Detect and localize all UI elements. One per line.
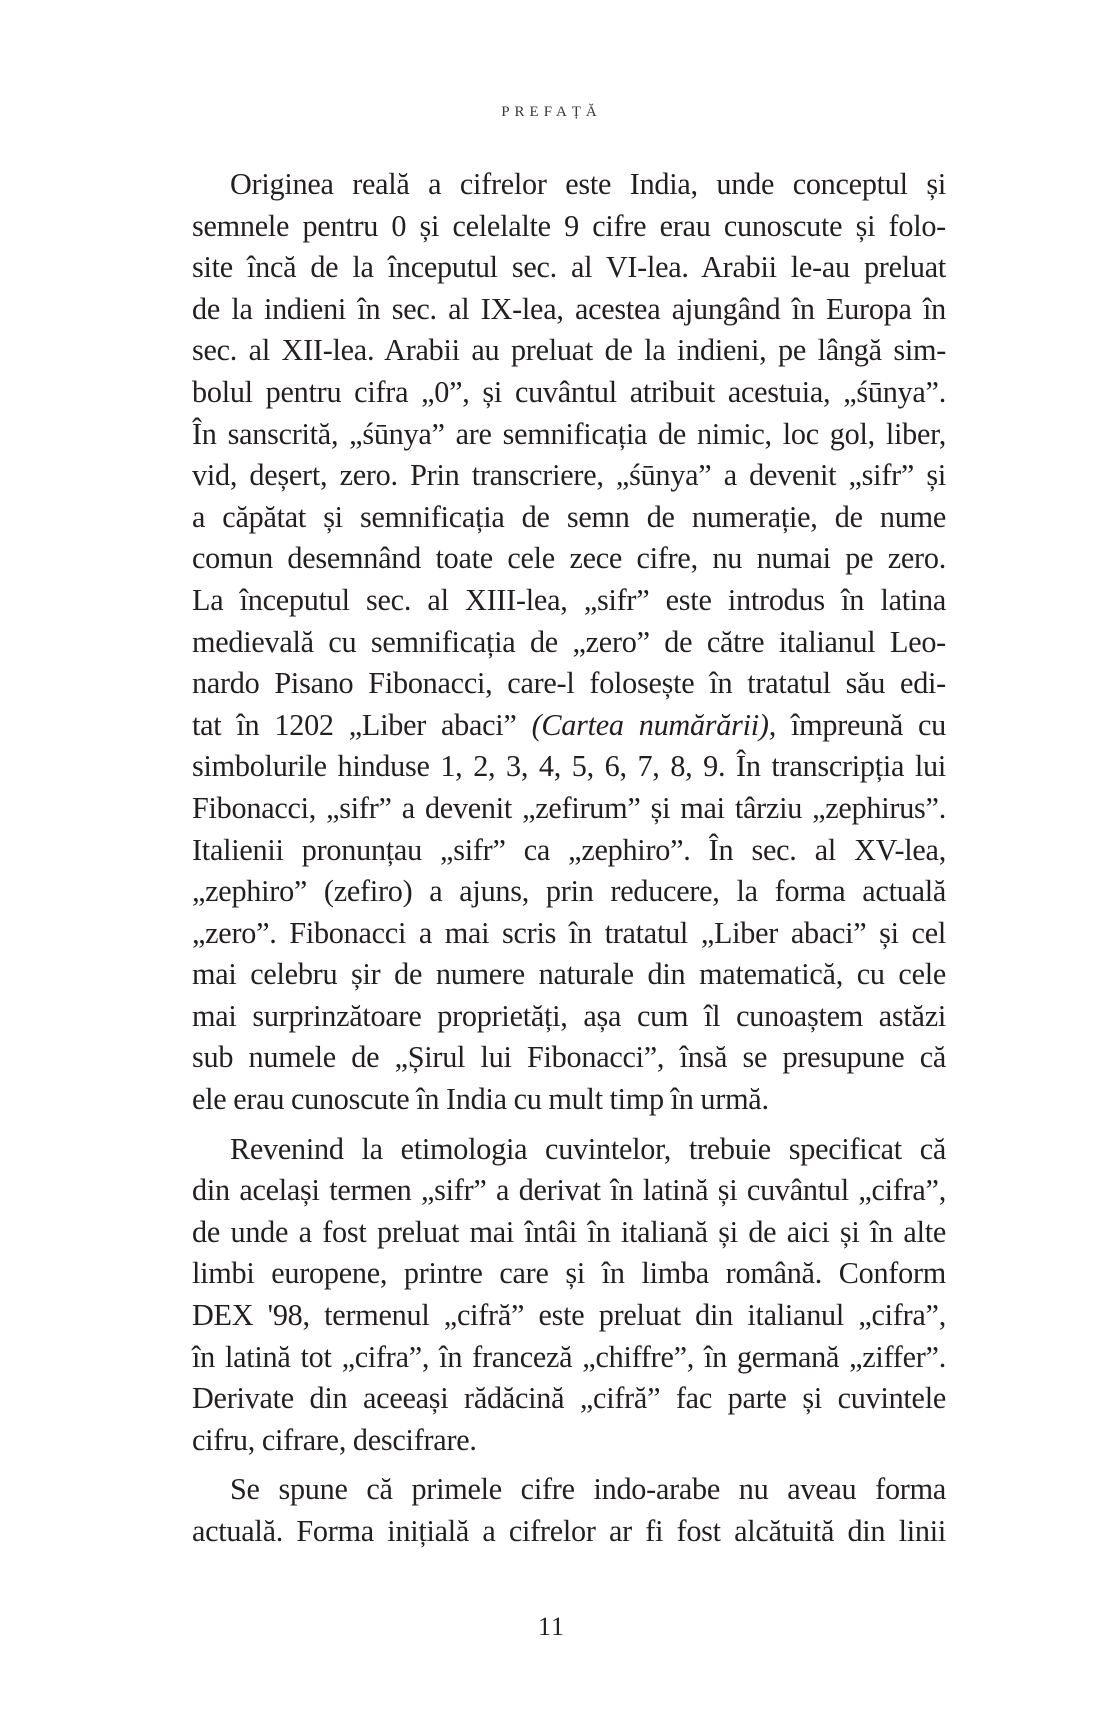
text-segment: împreună cu [776,707,947,742]
paragraph-origin-of-digits [192,164,946,1121]
text-line: Fibonacci, „sifr” a devenit „zefirum” și mai târziu „zephirus”. [192,790,946,825]
paragraph-etymology [192,1129,946,1462]
text-line: din același termen „sifr” a derivat în latină și cuvântul „cifra”, [192,1173,946,1208]
text-line-with-italic [192,705,946,747]
text-line: de la indieni în sec. al IX-lea, acestea ajungând în Europa în [192,291,946,326]
text-line: comun desemnând toate cele zece cifre, nu numai pe zero. [192,541,946,576]
text-line: vid, deșert, zero. Prin transcriere, „śūnya” a devenit „sifr” și [192,458,946,493]
text-line: „zero”. Fibonacci a mai scris în tratatul „Liber abaci” și cel [192,915,946,950]
text-line: Derivate din aceeași rădăcină „cifră” fac parte și cuvintele [192,1381,946,1416]
text-line: de unde a fost preluat mai întâi în italiană și de aici și în alte [192,1214,946,1249]
text-line: mai celebru șir de numere naturale din matematică, cu cele [192,957,946,992]
text-line: medievală cu semnificația de „zero” de către italianul Leo- [192,624,946,659]
running-header-title: PREFAȚĂ [501,104,602,120]
paragraph-initial-form [192,1469,946,1552]
text-line: în latină tot „cifra”, în franceză „chiffre”, în germană „ziffer”. [192,1339,946,1374]
text-line: bolul pentru cifra „0”, și cuvântul atribuit acestuia, „śūnya”. [192,374,946,409]
text-line: limbi europene, printre care și în limba română. Conform [192,1256,946,1291]
text-line: ele erau cunoscute în India cu mult timp în urmă. [192,1082,769,1117]
text-line: sec. al XII-lea. Arabii au preluat de la indieni, pe lângă sim- [192,333,946,368]
text-line: La începutul sec. al XIII-lea, „sifr” este introdus în latina [192,582,946,617]
text-line: actuală. Forma inițială a cifrelor ar fi fost alcătuită din linii [192,1514,946,1548]
text-line: Originea reală a cifrelor este India, unde conceptul și [230,167,946,201]
text-line: Se spune că primele cifre indo-arabe nu aveau forma [230,1472,946,1507]
text-segment: tat în 1202 „Liber abaci” [192,707,532,742]
text-line: cifru, cifrare, descifrare. [192,1422,477,1457]
text-line: semnele pentru 0 și celelalte 9 cifre erau cunoscute și folo- [192,208,946,243]
text-line: DEX '98, termenul „cifră” este preluat din italianul „cifra”, [192,1298,946,1333]
page-number: 11 [537,1612,566,1641]
text-line: mai surprinzătoare proprietăți, așa cum îl cunoaștem astăzi [192,998,946,1033]
text-line: În sanscrită, „śūnya” are semnificația de nimic, loc gol, liber, [192,416,946,451]
text-line: simbolurile hinduse 1, 2, 3, 4, 5, 6, 7, 8, 9. În transcripția lui [192,749,946,784]
text-line: site încă de la începutul sec. al VI-lea. Arabii le-au preluat [192,250,946,285]
text-line: nardo Pisano Fibonacci, care-l folosește în tratatul său edi- [192,666,946,701]
text-line: a căpătat și semnificația de semn de numerație, de nume [192,499,946,534]
text-line: „zephiro” (zefiro) a ajuns, prin reducere, la forma actuală [192,874,946,909]
italic-book-title: (Cartea numărării), [531,707,777,742]
text-line: sub numele de „Șirul lui Fibonacci”, însă se presupune că [192,1040,946,1075]
text-line: Revenind la etimologia cuvintelor, trebuie specificat că [230,1131,946,1166]
body-text [192,164,946,1561]
text-line: Italienii pronunțau „sifr” ca „zephiro”. În sec. al XV-lea, [192,832,946,867]
